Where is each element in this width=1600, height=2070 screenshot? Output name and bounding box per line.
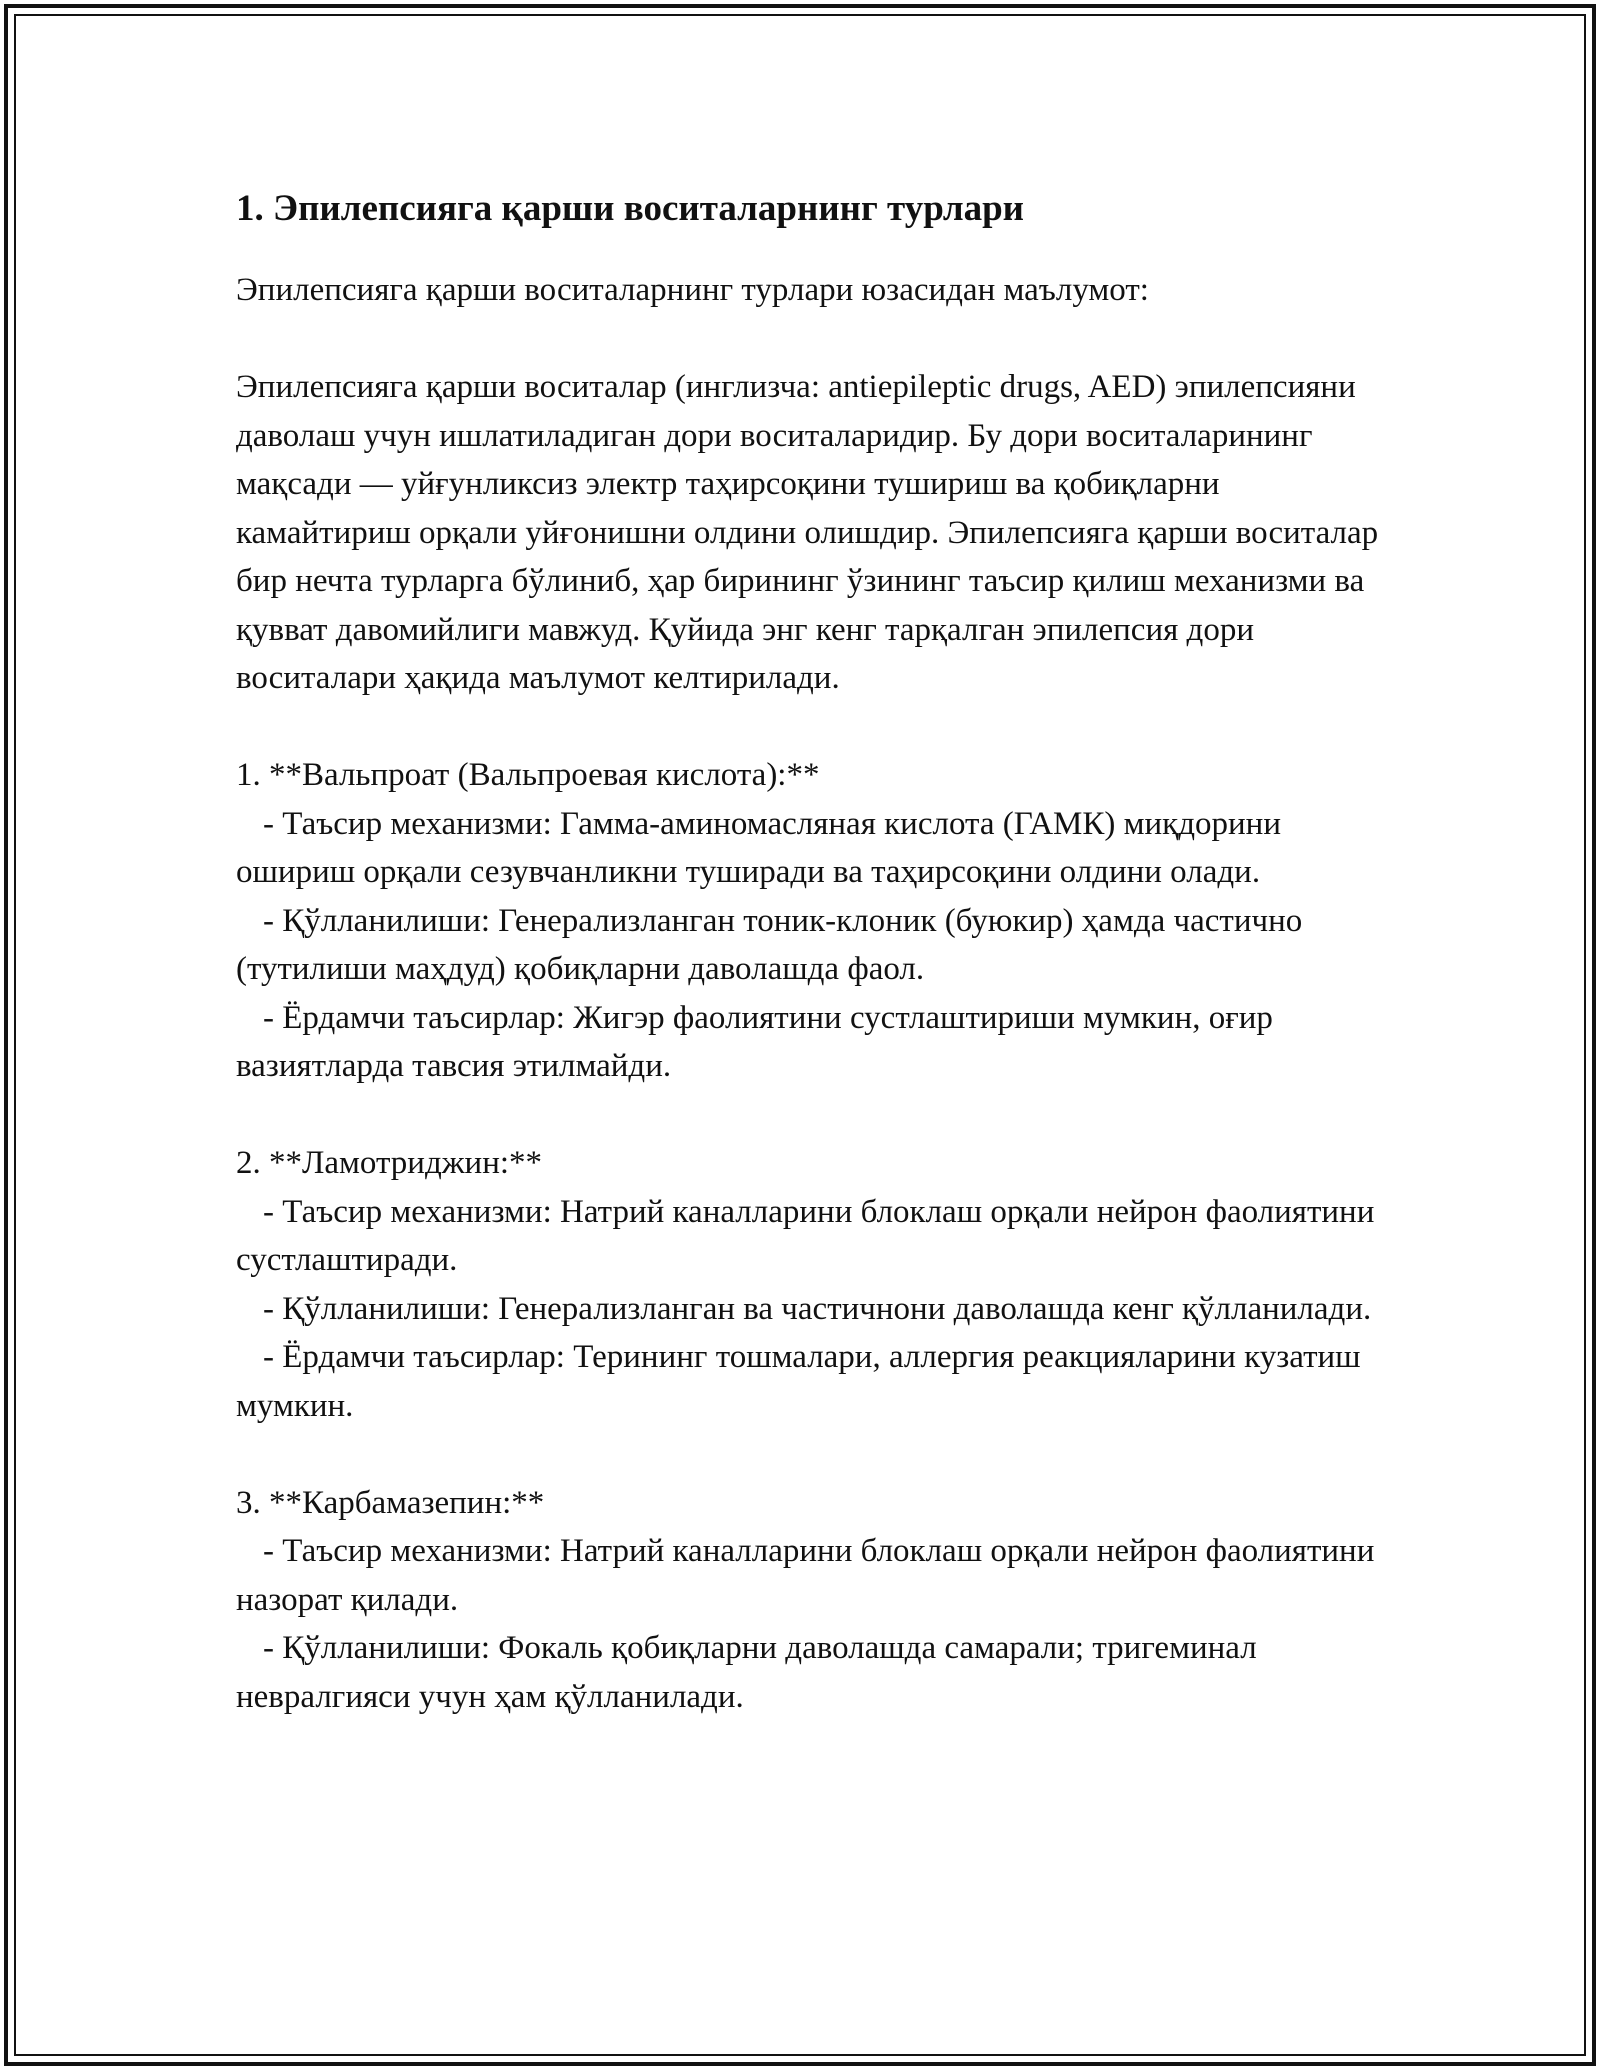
drug-item-mechanism: - Таъсир механизми: Гамма-аминомасляная кислота (ГАМК) миқдорини ошириш орқали сезувчанликни туширади ва таҳирсоқини олдини олади. <box>236 805 1281 890</box>
document-heading: 1. Эпилепсияга қарши воситаларнинг турлари <box>236 188 1025 229</box>
drug-item-title: 3. **Карбамазепин:** <box>236 1484 545 1521</box>
drug-item-title: 1. **Вальпроат (Вальпроевая кислота):** <box>236 757 820 793</box>
drug-item-usage: - Қўлланилиши: Фокаль қобиқларни даволашда самарали; тригеминал невралгияси учун ҳам қўлланилади. <box>236 1630 1257 1715</box>
paragraph-gap <box>236 703 1386 752</box>
drug-item-carbamazepine <box>236 1479 1386 1722</box>
intro-line: Эпилепсияга қарши воситаларнинг турлари юзасидан маълумот: <box>236 272 1149 308</box>
paragraph-gap <box>236 1091 1386 1140</box>
drug-item-title: 2. **Ламотриджин:** <box>236 1145 543 1181</box>
paragraph-gap <box>236 315 1386 364</box>
drug-item-valproate <box>236 751 1386 1091</box>
drug-item-mechanism: - Таъсир механизми: Натрий каналларини блоклаш орқали нейрон фаолиятини назорат қилади. <box>236 1533 1375 1618</box>
drug-item-side-effects: - Ёрдамчи таъсирлар: Жигэр фаолиятини сустлаштириши мумкин, оғир вазиятларда тавсия этилмайди. <box>236 999 1273 1084</box>
document-body <box>236 186 1386 1721</box>
drug-item-side-effects: - Ёрдамчи таъсирлар: Терининг тошмалари, аллергия реакцияларини кузатиш мумкин. <box>236 1339 1361 1424</box>
drug-item-usage: - Қўлланилиши: Генерализланган ва частичнони даволашда кенг қўлланилади. <box>263 1290 1372 1327</box>
overview-paragraph: Эпилепсияга қарши воситалар (инглизча: antiepileptic drugs, AED) эпилепсияни даволаш учун ишлатиладиган дори воситаларидир. Бу дори воситаларининг мақсади — уйғунликсиз электр таҳирсоқини тушириш ва қобиқларни камайтириш орқали уйғонишни олдини олишдир. Эпилепсияга қарши воситалар бир нечта турларга бўлиниб, ҳар бирининг ўзининг таъсир қилиш механизми ва қувват давомийлиги мавжуд. Қуйида энг кенг тарқалган эпилепсия дори воситалари ҳақида маълумот келтирилади. <box>236 369 1379 696</box>
drug-item-usage: - Қўлланилиши: Генерализланган тоник-клоник (буюкир) ҳамда частично (тутилиши маҳдуд) қобиқларни даволашда фаол. <box>236 902 1303 987</box>
drug-item-mechanism: - Таъсир механизми: Натрий каналларини блоклаш орқали нейрон фаолиятини сустлаштиради. <box>236 1193 1375 1278</box>
paragraph-gap <box>236 1430 1386 1479</box>
drug-item-lamotrigine <box>236 1139 1386 1430</box>
